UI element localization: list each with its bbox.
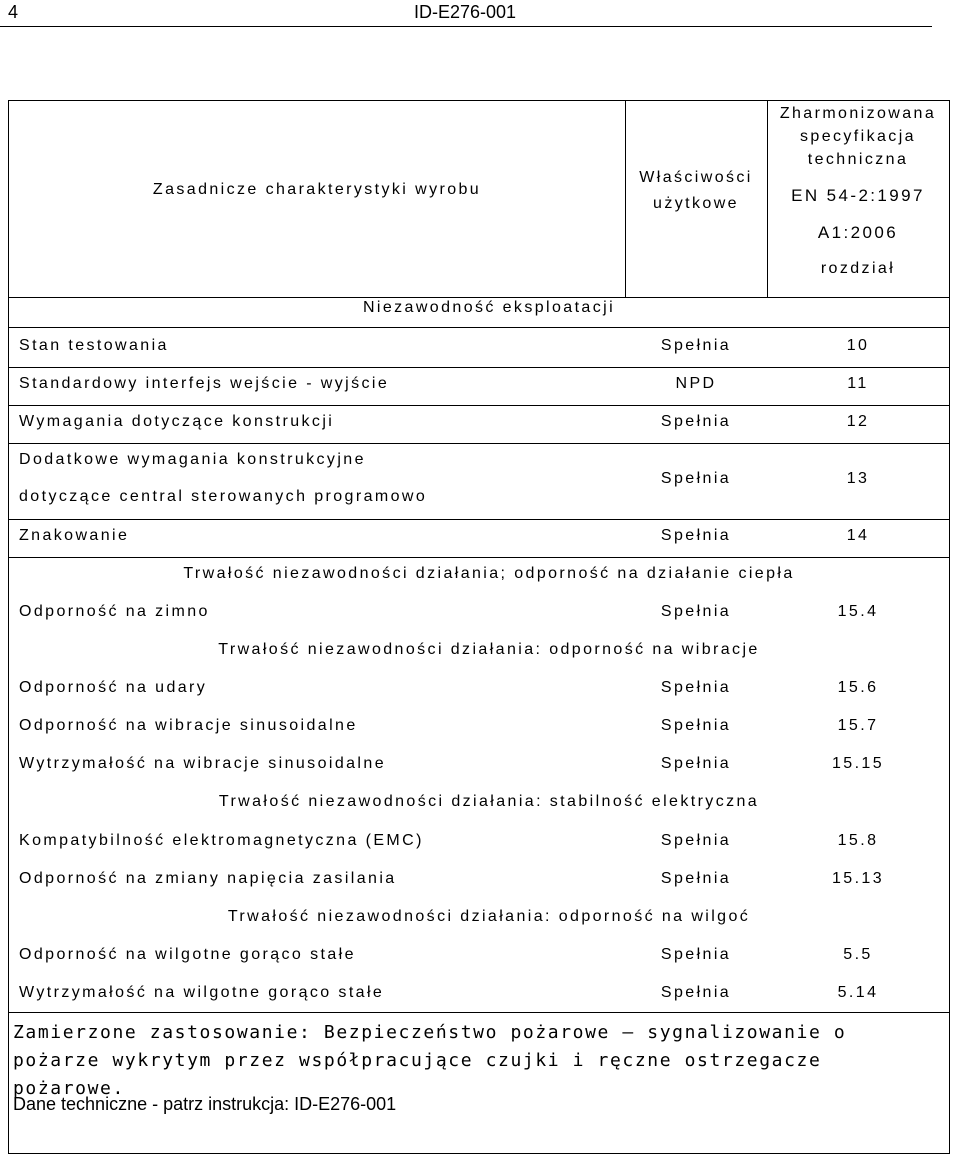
row-vibration-resistance-name: Odporność na wibracje sinusoidalne <box>19 717 358 734</box>
row-construction-ref: 12 <box>846 413 870 430</box>
row-vibration-endurance-ref: 15.15 <box>831 755 885 772</box>
row-shock-value: Spełnia <box>660 679 732 696</box>
section-humidity: Trwałość niezawodności działania: odporność na wilgoć <box>227 908 751 925</box>
row-io-interface-value: NPD <box>675 375 717 392</box>
row-vibration-endurance-name: Wytrzymałość na wibracje sinusoidalne <box>19 755 386 772</box>
row-cold-value: Spełnia <box>660 603 732 620</box>
header-col-spec-chapter: rozdział <box>820 260 896 277</box>
row-marking-ref: 14 <box>846 527 870 544</box>
row-construction-value: Spełnia <box>660 413 732 430</box>
row-vibration-endurance-value: Spełnia <box>660 755 732 772</box>
row-vibration-resistance-value: Spełnia <box>660 717 732 734</box>
document-frame <box>8 100 950 1154</box>
row-io-interface-ref: 11 <box>847 375 869 392</box>
row-cold-ref: 15.4 <box>837 603 879 620</box>
row-extra-name-line2: dotyczące central sterowanych programowo <box>19 488 428 505</box>
row-emc-value: Spełnia <box>660 832 732 849</box>
page-number: 4 <box>8 2 19 22</box>
row-damp-heat-endurance-ref: 5.14 <box>837 984 879 1001</box>
header-col-spec-line1: Zharmonizowana <box>779 105 937 122</box>
rule-2 <box>9 405 949 406</box>
row-construction-name: Wymagania dotyczące konstrukcji <box>19 413 335 430</box>
section-heat: Trwałość niezawodności działania; odporność na działanie ciepła <box>183 565 795 582</box>
row-damp-heat-resistance-name: Odporność na wilgotne gorąco stałe <box>19 946 356 963</box>
row-damp-heat-endurance-name: Wytrzymałość na wilgotne gorąco stałe <box>19 984 385 1001</box>
header-bottom-rule <box>9 297 949 298</box>
row-voltage-name: Odporność na zmiany napięcia zasilania <box>19 870 397 887</box>
row-test-state-ref: 10 <box>846 337 870 354</box>
row-shock-name: Odporność na udary <box>19 679 208 696</box>
table-bottom-rule <box>9 1012 949 1013</box>
header-col-spec-standard: EN 54-2:1997 <box>791 186 925 205</box>
row-vibration-resistance-ref: 15.7 <box>837 717 879 734</box>
row-cold-name: Odporność na zimno <box>19 603 210 620</box>
row-shock-ref: 15.6 <box>837 679 879 696</box>
row-voltage-ref: 15.13 <box>831 870 885 887</box>
rule-3 <box>9 443 949 444</box>
intended-use: Zamierzone zastosowanie: Bezpieczeństwo pożarowe – sygnalizowanie o pożarze wykrytym przez współpracujące czujki i ręczne ostrzegacze pożarowe. <box>13 1022 847 1099</box>
row-extra-value: Spełnia <box>660 470 732 487</box>
row-test-state-name: Stan testowania <box>19 337 169 354</box>
row-damp-heat-resistance-value: Spełnia <box>660 946 732 963</box>
section-reliability-rule <box>9 327 949 328</box>
row-io-interface-name: Standardowy interfejs wejście - wyjście <box>19 375 390 392</box>
rule-4 <box>9 519 949 520</box>
header-col-spec-line3: techniczna <box>807 151 909 168</box>
header-rule <box>0 26 932 27</box>
row-emc-name: Kompatybilność elektromagnetyczna (EMC) <box>19 832 424 849</box>
header-col-spec-line2: specyfikacja <box>800 128 916 145</box>
document-id: ID-E276-001 <box>413 2 517 22</box>
header-col-spec-amendment: A1:2006 <box>817 223 899 242</box>
row-test-state-value: Spełnia <box>660 337 732 354</box>
technical-data: Dane techniczne - patrz instrukcja: ID-E276-001 <box>13 1094 397 1114</box>
header-col-properties-line1: Właściwości <box>639 169 753 186</box>
row-voltage-value: Spełnia <box>660 870 732 887</box>
row-damp-heat-resistance-ref: 5.5 <box>843 946 873 963</box>
section-vibration: Trwałość niezawodności działania: odporność na wibracje <box>218 641 760 658</box>
rule-1 <box>9 367 949 368</box>
row-extra-name-line1: Dodatkowe wymagania konstrukcyjne <box>19 451 366 468</box>
header-col-properties-line2: użytkowe <box>653 195 739 212</box>
row-marking-value: Spełnia <box>660 527 732 544</box>
row-emc-ref: 15.8 <box>837 832 879 849</box>
row-extra-ref: 13 <box>846 470 870 487</box>
section-electrical: Trwałość niezawodności działania: stabilność elektryczna <box>218 793 760 810</box>
row-marking-name: Znakowanie <box>19 527 130 544</box>
header-col-characteristics: Zasadnicze charakterystyki wyrobu <box>152 181 482 198</box>
rule-5 <box>9 557 949 558</box>
row-damp-heat-endurance-value: Spełnia <box>660 984 732 1001</box>
section-reliability: Niezawodność eksploatacji <box>362 299 616 316</box>
